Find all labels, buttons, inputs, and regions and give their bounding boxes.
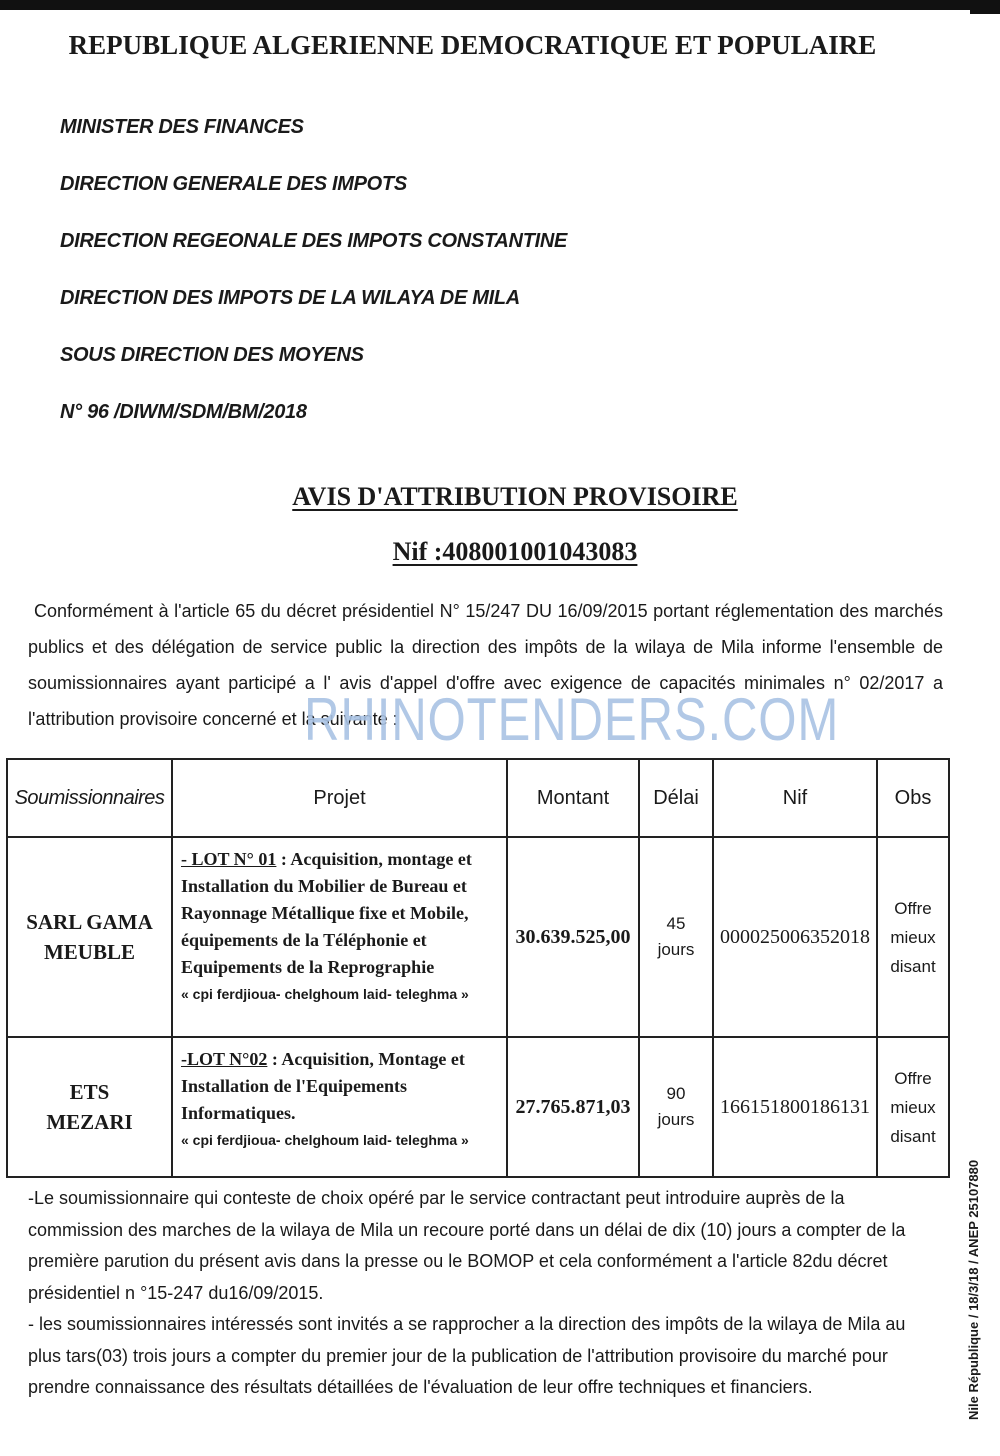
observation-line2: mieux xyxy=(890,1097,936,1117)
general-direction-line: DIRECTION GENERALE DES IMPOTS xyxy=(60,173,407,195)
bidder-cell xyxy=(7,837,172,1037)
publication-side-note: Nile République / 18/3/18 / ANEP 25107880 xyxy=(966,1159,981,1420)
nif-cell: 000025006352018 xyxy=(713,837,877,1037)
header-delai: Délai xyxy=(639,759,713,837)
project-description: : Acquisition, montage et Installation du Mobilier de Bureau et Rayonnage Métallique fixe et Mobile, équipements de la Téléphonie et Equipements de la Reprographie xyxy=(181,849,472,977)
lot-label: -LOT N°02 xyxy=(181,1049,268,1069)
header-montant: Montant xyxy=(507,759,639,837)
closing-notes xyxy=(28,1183,908,1404)
observation-cell xyxy=(877,837,949,1037)
observation-cell xyxy=(877,1037,949,1177)
lot-label: - LOT N° 01 xyxy=(181,849,277,869)
reference-number: N° 96 /DIWM/SDM/BM/2018 xyxy=(60,401,307,423)
bidder-name-line2: MEZARI xyxy=(46,1110,133,1134)
top-border-bar xyxy=(0,0,1000,10)
ministry-line: MINISTER DES FINANCES xyxy=(60,116,304,138)
project-location: « cpi ferdjioua- chelghoum laid- teleghma » xyxy=(181,1132,469,1148)
observation-line1: Offre xyxy=(894,898,932,918)
delay-unit: jours xyxy=(657,940,695,959)
project-cell xyxy=(172,837,507,1037)
delay-number: 90 xyxy=(666,1084,686,1103)
header-obs: Obs xyxy=(877,759,949,837)
header-soumissionnaires: Soumissionnaires xyxy=(7,759,172,837)
observation-line1: Offre xyxy=(894,1068,932,1088)
project-description: : Acquisition, Montage et Installation de l'Equipements Informatiques. xyxy=(181,1049,465,1123)
delay-unit: jours xyxy=(657,1110,695,1129)
regional-direction-line: DIRECTION REGEONALE DES IMPOTS CONSTANTINE xyxy=(60,230,568,252)
wilaya-direction-line: DIRECTION DES IMPOTS DE LA WILAYA DE MILA xyxy=(60,287,520,309)
delay-cell xyxy=(639,1037,713,1177)
watermark: RHINOTENDERS.COM xyxy=(304,686,840,753)
notice-nif: Nif :408001001043083 xyxy=(392,537,638,566)
intro-paragraph: Conformément à l'article 65 du décret présidentiel N° 15/247 DU 16/09/2015 portant réglementation des marchés publics et des délégation de service public la direction des impôts de la wilaya de Mila informe l'ensemble de soumissionnaires ayant participé a l' avis d'appel d'offre avec exigence de capacités minimales n° 02/2017 a l'attribution provisoire concerné et la suivante : xyxy=(28,601,943,729)
bidder-name-line1: SARL GAMA xyxy=(26,910,153,934)
header-projet: Projet xyxy=(172,759,507,837)
sub-direction-line: SOUS DIRECTION DES MOYENS xyxy=(60,344,364,366)
nif-cell: 166151800186131 xyxy=(713,1037,877,1177)
bidder-name-line2: MEUBLE xyxy=(43,940,135,964)
delay-number: 45 xyxy=(666,914,686,933)
observation-line2: mieux xyxy=(890,927,936,947)
bidder-name-line1: ETS xyxy=(69,1080,110,1104)
contest-paragraph: -Le soumissionnaire qui conteste de choix opéré par le service contractant peut introduire auprès de la commission des marches de la wilaya de Mila un recoure porté dans un délai de dix (10) jours a compter de la première parution du présent avis dans la presse ou le BOMOP et cela conformément a l'article 82du décret présidentiel n °15-247 du16/09/2015. xyxy=(28,1188,906,1303)
table-row xyxy=(7,1037,949,1177)
project-cell xyxy=(172,1037,507,1177)
notice-title: AVIS D'ATTRIBUTION PROVISOIRE xyxy=(292,482,738,511)
observation-line3: disant xyxy=(890,956,936,976)
amount-cell: 30.639.525,00 xyxy=(507,837,639,1037)
project-location: « cpi ferdjioua- chelghoum laid- teleghma » xyxy=(181,986,469,1002)
country-heading: REPUBLIQUE ALGERIENNE DEMOCRATIQUE ET POPULAIRE xyxy=(68,30,877,60)
bidder-cell xyxy=(7,1037,172,1177)
observation-line3: disant xyxy=(890,1126,936,1146)
header-nif: Nif xyxy=(713,759,877,837)
awards-table xyxy=(6,758,950,1178)
results-paragraph: - les soumissionnaires intéressés sont invités a se rapprocher a la direction des impôts de la wilaya de Mila au plus tars(03) trois jours a compter du premier jour de la publication de l'attribution provisoire du marché pour prendre connaissance des résultats détaillées de l'évaluation de leur offre techniques et financiers. xyxy=(28,1314,906,1397)
table-row xyxy=(7,837,949,1037)
amount-cell: 27.765.871,03 xyxy=(507,1037,639,1177)
top-border-corner xyxy=(970,0,1000,14)
delay-cell xyxy=(639,837,713,1037)
issuer-header xyxy=(60,112,567,454)
table-header-row xyxy=(7,759,949,837)
